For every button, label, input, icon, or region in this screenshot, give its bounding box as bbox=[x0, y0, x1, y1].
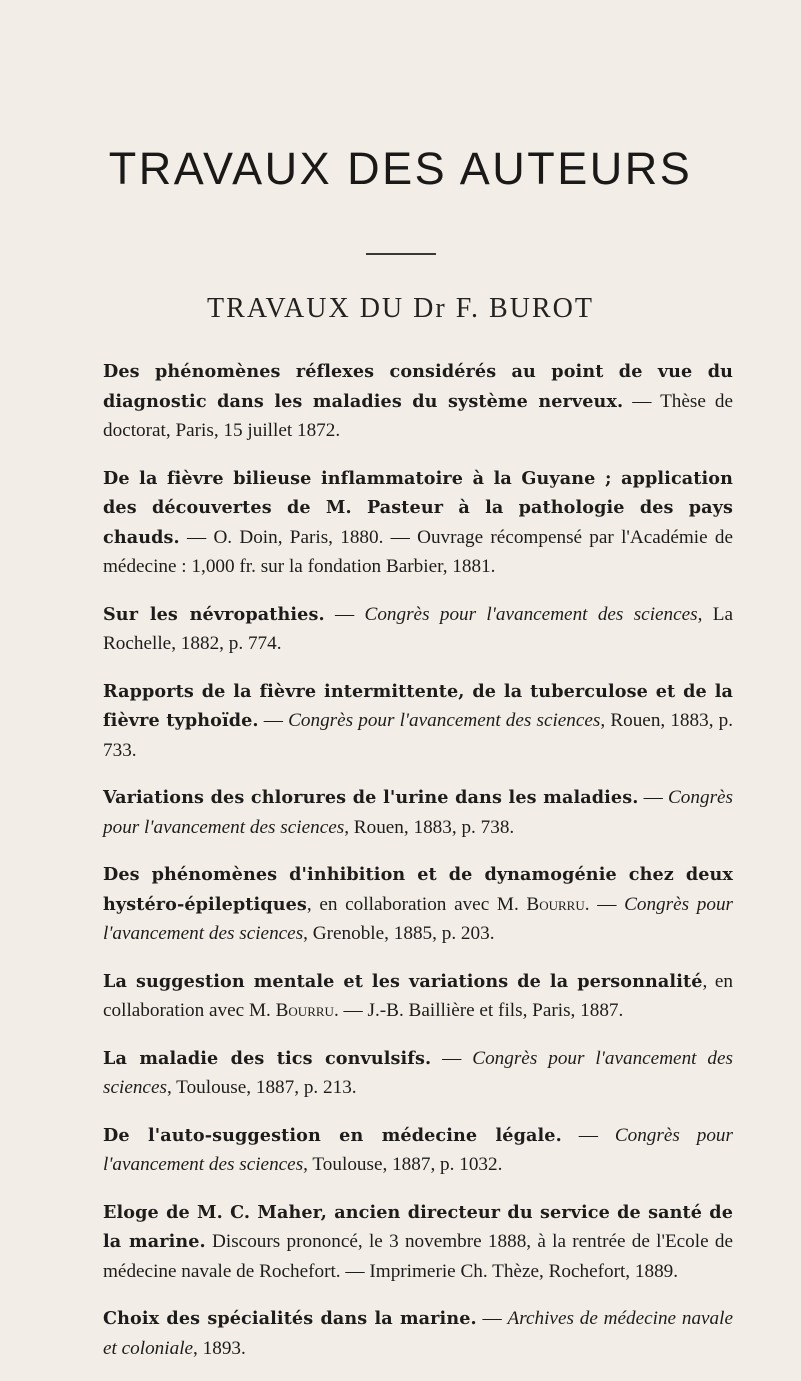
entry-title: Des phénomènes d'inhibition et de dynamogénie chez deux hystéro-épileptiques bbox=[103, 864, 733, 915]
entry-details: — O. Doin, Paris, 1880. — Ouvrage récompensé par l'Académie de médecine : 1,000 fr. sur la fondation Barbier, 1881. bbox=[103, 526, 733, 577]
entry-title: Eloge de M. C. Maher, ancien directeur du service de santé de la marine. bbox=[103, 1201, 733, 1252]
entry-title: Variations des chlorures de l'urine dans les maladies. bbox=[103, 787, 639, 808]
bibliography-entry bbox=[103, 783, 733, 842]
bibliography-entry bbox=[103, 860, 733, 949]
entry-details: Discours prononcé, le 3 novembre 1888, à la rentrée de l'Ecole de médecine navale de Rochefort. — Imprimerie Ch. Thèze, Rochefort, 1889. bbox=[103, 1231, 733, 1282]
entry-separator: — bbox=[324, 603, 365, 625]
bibliography-entry bbox=[103, 600, 733, 659]
bibliography-list bbox=[103, 357, 733, 1381]
entry-publication: Archives de médecine navale et coloniale bbox=[103, 1308, 733, 1359]
bibliography-entry bbox=[103, 357, 733, 446]
entry-publication: Congrès pour l'avancement des sciences bbox=[288, 710, 601, 731]
entry-publication: Congrès pour l'avancement des sciences bbox=[103, 893, 734, 944]
entry-title: Des phénomènes réflexes considérés au point de vue du diagnostic dans les maladies du système nerveux. bbox=[103, 361, 733, 412]
entry-details: , Grenoble, 1885, p. 203. bbox=[303, 923, 495, 944]
page-title: TRAVAUX DES AUTEURS bbox=[108, 143, 693, 194]
bibliography-entry bbox=[103, 1121, 733, 1180]
entry-publication: Congrès pour l'avancement des sciences bbox=[364, 603, 698, 625]
bibliography-entry bbox=[103, 1304, 733, 1363]
bibliography-entry bbox=[103, 677, 733, 766]
entry-title: De l'auto-suggestion en médecine légale. bbox=[103, 1124, 562, 1146]
entry-details: , Toulouse, 1887, p. 1032. bbox=[303, 1154, 503, 1175]
entry-coauthor: Bourru bbox=[526, 893, 585, 915]
bibliography-entry bbox=[103, 1044, 733, 1103]
entry-title: Sur les névropathies. bbox=[103, 603, 325, 625]
entry-collaboration: , en collaboration avec M. bbox=[306, 893, 527, 915]
bibliography-entry bbox=[103, 464, 733, 582]
entry-title: De la fièvre bilieuse inflammatoire à la Guyane ; application des découvertes de M. Pasteur à la pathologie des pays chauds. bbox=[103, 467, 733, 548]
entry-title: Rapports de la fièvre intermittente, de la tuberculose et de la fièvre typhoïde. bbox=[103, 680, 733, 731]
entry-details: — Thèse de doctorat, Paris, 15 juillet 1872. bbox=[103, 390, 734, 441]
bibliography-entry bbox=[103, 1198, 733, 1287]
entry-title: La maladie des tics convulsifs. bbox=[103, 1047, 432, 1069]
entry-details: . — J.-B. Baillière et fils, Paris, 1887. bbox=[333, 1000, 624, 1021]
entry-publication: Congrès pour l'avancement des sciences bbox=[103, 787, 734, 838]
entry-separator: — bbox=[258, 710, 289, 731]
entry-details: , 1893. bbox=[193, 1337, 246, 1359]
title-divider bbox=[366, 253, 436, 255]
entry-separator: . — bbox=[584, 893, 625, 915]
entry-title: La suggestion mentale et les variations de la personnalité bbox=[103, 970, 703, 992]
entry-details: , Rouen, 1883, p. 733. bbox=[103, 710, 734, 761]
entry-separator: — bbox=[638, 787, 668, 808]
entry-title: Choix des spécialités dans la marine. bbox=[103, 1308, 477, 1329]
entry-details: , Toulouse, 1887, p. 213. bbox=[166, 1077, 357, 1098]
bibliography-entry bbox=[103, 967, 733, 1026]
entry-separator: — bbox=[431, 1047, 473, 1069]
entry-publication: Congrès pour l'avancement des sciences bbox=[103, 1124, 733, 1175]
entry-collaboration: , en collaboration avec M. bbox=[103, 970, 733, 1021]
entry-publication: Congrès pour l'avancement des sciences bbox=[103, 1047, 734, 1098]
entry-details: , La Rochelle, 1882, p. 774. bbox=[103, 603, 733, 654]
entry-separator: — bbox=[561, 1124, 615, 1146]
entry-details: , Rouen, 1883, p. 738. bbox=[344, 816, 515, 838]
entry-separator: — bbox=[476, 1308, 508, 1329]
section-title: TRAVAUX DU Dr F. BUROT bbox=[207, 293, 594, 324]
entry-coauthor: Bourru bbox=[275, 1000, 334, 1021]
